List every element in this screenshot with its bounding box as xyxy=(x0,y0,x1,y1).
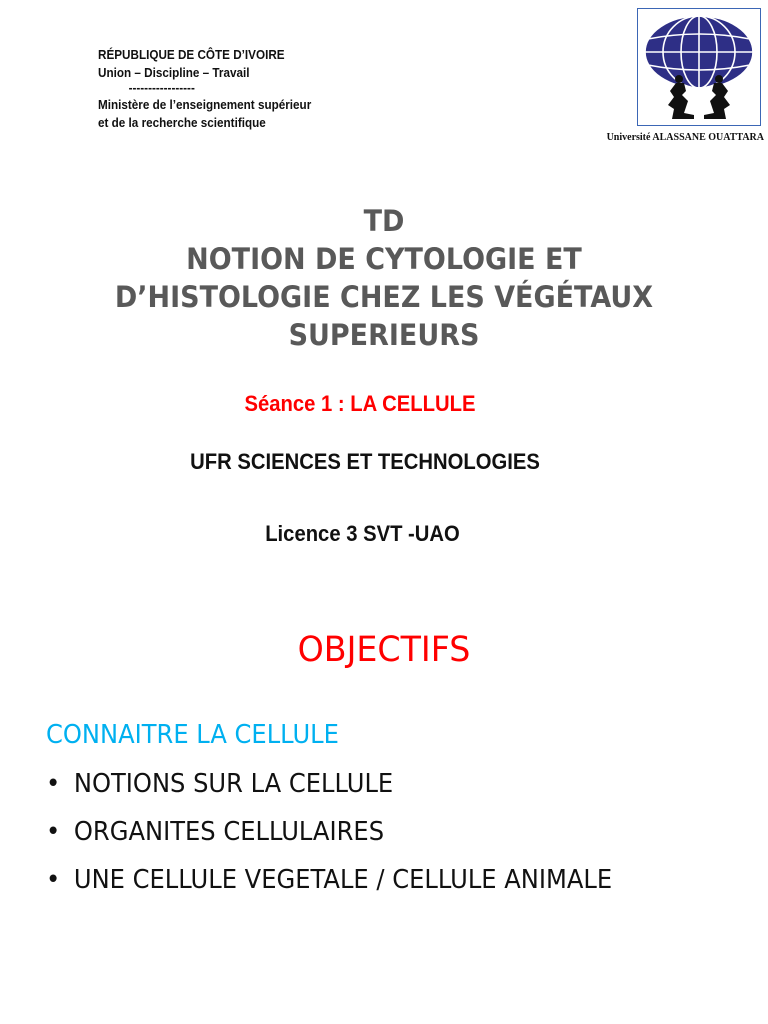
list-item xyxy=(46,766,612,814)
objectives-subheading: CONNAITRE LA CELLULE xyxy=(46,720,339,750)
list-item-text: NOTIONS SUR LA CELLULE xyxy=(73,769,394,799)
list-item-text: ORGANITES CELLULAIRES xyxy=(73,817,385,847)
title-line-2: NOTION DE CYTOLOGIE ET xyxy=(186,242,582,276)
header-country: RÉPUBLIQUE DE CÔTE D’IVOIRE xyxy=(98,47,285,62)
list-item xyxy=(46,862,612,910)
session-label: Séance 1 : LA CELLULE xyxy=(244,391,476,416)
university-globe-logo-icon xyxy=(638,9,760,125)
bullet-icon: • xyxy=(46,769,61,799)
title-line-1: TD xyxy=(363,204,405,238)
page-title xyxy=(83,202,686,354)
objectives-heading: OBJECTIFS xyxy=(297,630,471,670)
licence-label: Licence 3 SVT -UAO xyxy=(265,521,460,546)
bullet-icon: • xyxy=(46,865,61,895)
list-item-text: UNE CELLULE VEGETALE / CELLULE ANIMALE xyxy=(73,865,613,895)
ufr-label: UFR SCIENCES ET TECHNOLOGIES xyxy=(190,449,540,474)
republic-header xyxy=(98,46,368,132)
university-caption: Université ALASSANE OUATTARA xyxy=(606,132,764,143)
header-ministry-line-2: et de la recherche scientifique xyxy=(98,115,266,130)
university-logo xyxy=(637,8,761,126)
header-ministry-line-1: Ministère de l’enseignement supérieur xyxy=(98,97,312,112)
list-item xyxy=(46,814,612,862)
header-motto: Union – Discipline – Travail xyxy=(98,65,250,80)
bullet-icon: • xyxy=(46,817,61,847)
header-separator: ----------------- xyxy=(128,80,195,95)
title-line-4: SUPERIEURS xyxy=(288,318,480,352)
objectives-list xyxy=(46,766,612,910)
title-line-3: D’HISTOLOGIE CHEZ LES VÉGÉTAUX xyxy=(114,280,654,314)
